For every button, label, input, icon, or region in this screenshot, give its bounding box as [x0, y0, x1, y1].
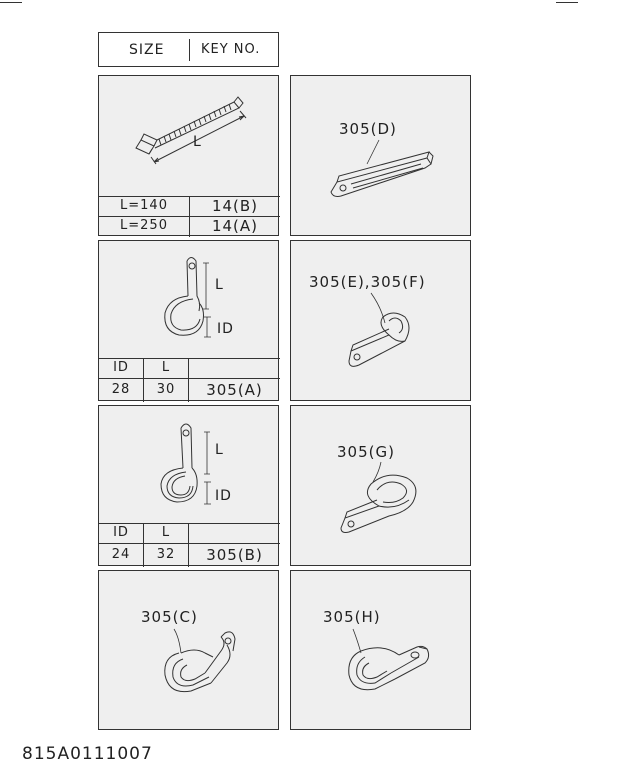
clamp-b-dim-l: L [215, 442, 224, 458]
strap-d-panel [290, 75, 471, 236]
clamp-a-val-l: 30 [156, 382, 176, 397]
clamp-a-table-mid [99, 378, 280, 379]
clamp-a-drawing [99, 241, 280, 359]
clamp-c-panel [98, 570, 279, 730]
tie-row2-key: 14(A) [211, 217, 259, 235]
clamp-b-panel [98, 405, 279, 566]
clamp-a-col-l: L [161, 360, 171, 375]
clamp-b-val-key: 305(B) [206, 546, 263, 564]
clamp-h-label: 305(H) [323, 608, 381, 626]
cable-tie-panel [98, 75, 279, 236]
clamp-c-drawing [99, 571, 280, 731]
clamp-b-drawing [99, 406, 280, 524]
corner-mark-left [0, 2, 22, 3]
clamp-a-dim-id: ID [217, 321, 234, 337]
clamp-a-val-key: 305(A) [206, 381, 263, 399]
strap-d-drawing [291, 76, 472, 237]
clamp-b-dim-id: ID [215, 488, 232, 504]
strap-d-label: 305(D) [339, 120, 397, 138]
clamp-c-label: 305(C) [141, 608, 198, 626]
header-divider [189, 39, 190, 61]
clamp-a-dim-l: L [215, 277, 224, 293]
drawing-code: 815A0111007 [22, 744, 153, 764]
cable-tie-dim-l: L [193, 134, 202, 150]
cable-tie-drawing [99, 76, 280, 196]
clamp-ef-panel [290, 240, 471, 401]
clamp-a-panel [98, 240, 279, 401]
clamp-g-drawing [291, 406, 472, 567]
clamp-h-drawing [291, 571, 472, 731]
size-label: SIZE [129, 42, 165, 58]
tie-row2-size: L=250 [120, 218, 168, 233]
clamp-h-panel [290, 570, 471, 730]
header-box [98, 32, 279, 67]
clamp-b-col-l: L [161, 525, 171, 540]
clamp-ef-drawing [291, 241, 472, 402]
clamp-g-label: 305(G) [337, 443, 395, 461]
corner-mark-right [556, 2, 578, 3]
clamp-b-val-l: 32 [156, 547, 176, 562]
keyno-label: KEY NO. [201, 42, 261, 57]
clamp-ef-label: 305(E),305(F) [309, 273, 426, 291]
clamp-a-col-id: ID [113, 360, 129, 375]
tie-row1-key: 14(B) [211, 197, 259, 215]
clamp-b-table-mid [99, 543, 280, 544]
clamp-b-col-id: ID [113, 525, 129, 540]
clamp-g-panel [290, 405, 471, 566]
tie-row1-size: L=140 [120, 198, 168, 213]
clamp-a-val-id: 28 [111, 382, 131, 397]
clamp-b-val-id: 24 [111, 547, 131, 562]
